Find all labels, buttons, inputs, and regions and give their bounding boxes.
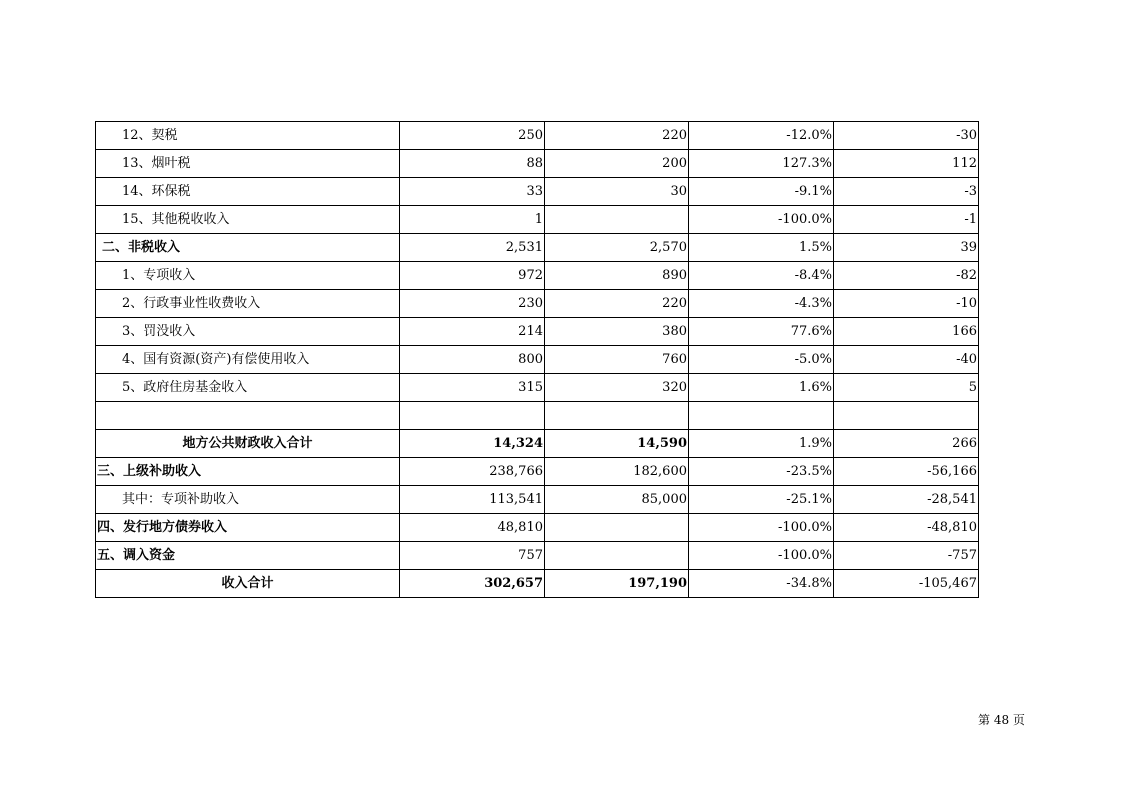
row-label: 地方公共财政收入合计 [96, 430, 400, 458]
table-row-empty [96, 402, 979, 430]
cell-value: -23.5% [689, 458, 834, 486]
table-row [96, 486, 979, 514]
cell-value [545, 402, 689, 430]
table-row [96, 514, 979, 542]
cell-value: 1.6% [689, 374, 834, 402]
cell-value: -5.0% [689, 346, 834, 374]
cell-value: 85,000 [545, 486, 689, 514]
row-label: 二、非税收入 [96, 234, 400, 262]
table-row [96, 290, 979, 318]
table-row [96, 458, 979, 486]
cell-value: 88 [400, 150, 545, 178]
table-row [96, 150, 979, 178]
cell-value [400, 402, 545, 430]
revenue-table [95, 121, 979, 598]
cell-value: 30 [545, 178, 689, 206]
table-row [96, 262, 979, 290]
row-label: 4、国有资源(资产)有偿使用收入 [96, 346, 400, 374]
row-label: 三、上级补助收入 [96, 458, 400, 486]
row-label: 12、契税 [96, 122, 400, 150]
cell-value: 1 [400, 206, 545, 234]
cell-value: 315 [400, 374, 545, 402]
cell-value: -9.1% [689, 178, 834, 206]
cell-value: 14,590 [545, 430, 689, 458]
table-row [96, 234, 979, 262]
cell-value: -8.4% [689, 262, 834, 290]
cell-value: -56,166 [834, 458, 979, 486]
table-row-total [96, 570, 979, 598]
table-row [96, 206, 979, 234]
table-row [96, 318, 979, 346]
cell-value: 214 [400, 318, 545, 346]
table-row [96, 122, 979, 150]
cell-value: 220 [545, 122, 689, 150]
cell-value: 77.6% [689, 318, 834, 346]
table-row [96, 178, 979, 206]
cell-value: -82 [834, 262, 979, 290]
row-label: 四、发行地方债券收入 [96, 514, 400, 542]
cell-value: 5 [834, 374, 979, 402]
cell-value: 113,541 [400, 486, 545, 514]
cell-value: 890 [545, 262, 689, 290]
cell-value: 182,600 [545, 458, 689, 486]
cell-value: 972 [400, 262, 545, 290]
row-label: 1、专项收入 [96, 262, 400, 290]
cell-value [834, 402, 979, 430]
cell-value: 302,657 [400, 570, 545, 598]
cell-value: -3 [834, 178, 979, 206]
cell-value: 380 [545, 318, 689, 346]
row-label: 14、环保税 [96, 178, 400, 206]
cell-value: 1.9% [689, 430, 834, 458]
row-label: 3、罚没收入 [96, 318, 400, 346]
cell-value: -30 [834, 122, 979, 150]
cell-value [689, 402, 834, 430]
cell-value: -1 [834, 206, 979, 234]
cell-value: 800 [400, 346, 545, 374]
cell-value: -25.1% [689, 486, 834, 514]
cell-value: 14,324 [400, 430, 545, 458]
cell-value: 757 [400, 542, 545, 570]
cell-value: -105,467 [834, 570, 979, 598]
cell-value: -100.0% [689, 514, 834, 542]
table-row [96, 346, 979, 374]
cell-value: -4.3% [689, 290, 834, 318]
page-number: 第 48 页 [978, 713, 1025, 727]
cell-value: -12.0% [689, 122, 834, 150]
row-label: 五、调入资金 [96, 542, 400, 570]
cell-value: 48,810 [400, 514, 545, 542]
cell-value: 230 [400, 290, 545, 318]
cell-value: -100.0% [689, 206, 834, 234]
cell-value: 200 [545, 150, 689, 178]
cell-value: 2,531 [400, 234, 545, 262]
cell-value: 127.3% [689, 150, 834, 178]
cell-value: 112 [834, 150, 979, 178]
cell-value [545, 542, 689, 570]
cell-value: 266 [834, 430, 979, 458]
cell-value: 1.5% [689, 234, 834, 262]
row-label [96, 402, 400, 430]
cell-value: -40 [834, 346, 979, 374]
cell-value: -100.0% [689, 542, 834, 570]
cell-value: 320 [545, 374, 689, 402]
cell-value: 760 [545, 346, 689, 374]
cell-value: -28,541 [834, 486, 979, 514]
cell-value: 238,766 [400, 458, 545, 486]
cell-value: 197,190 [545, 570, 689, 598]
cell-value: -48,810 [834, 514, 979, 542]
cell-value: -757 [834, 542, 979, 570]
row-label: 其中：专项补助收入 [96, 486, 400, 514]
cell-value: 220 [545, 290, 689, 318]
row-label: 收入合计 [96, 570, 400, 598]
cell-value [545, 514, 689, 542]
table-row [96, 542, 979, 570]
row-label: 15、其他税收收入 [96, 206, 400, 234]
row-label: 13、烟叶税 [96, 150, 400, 178]
cell-value: 250 [400, 122, 545, 150]
cell-value [545, 206, 689, 234]
table-row [96, 374, 979, 402]
cell-value: 166 [834, 318, 979, 346]
row-label: 2、行政事业性收费收入 [96, 290, 400, 318]
row-label: 5、政府住房基金收入 [96, 374, 400, 402]
cell-value: -34.8% [689, 570, 834, 598]
table-row-subtotal [96, 430, 979, 458]
cell-value: 39 [834, 234, 979, 262]
cell-value: -10 [834, 290, 979, 318]
cell-value: 2,570 [545, 234, 689, 262]
cell-value: 33 [400, 178, 545, 206]
